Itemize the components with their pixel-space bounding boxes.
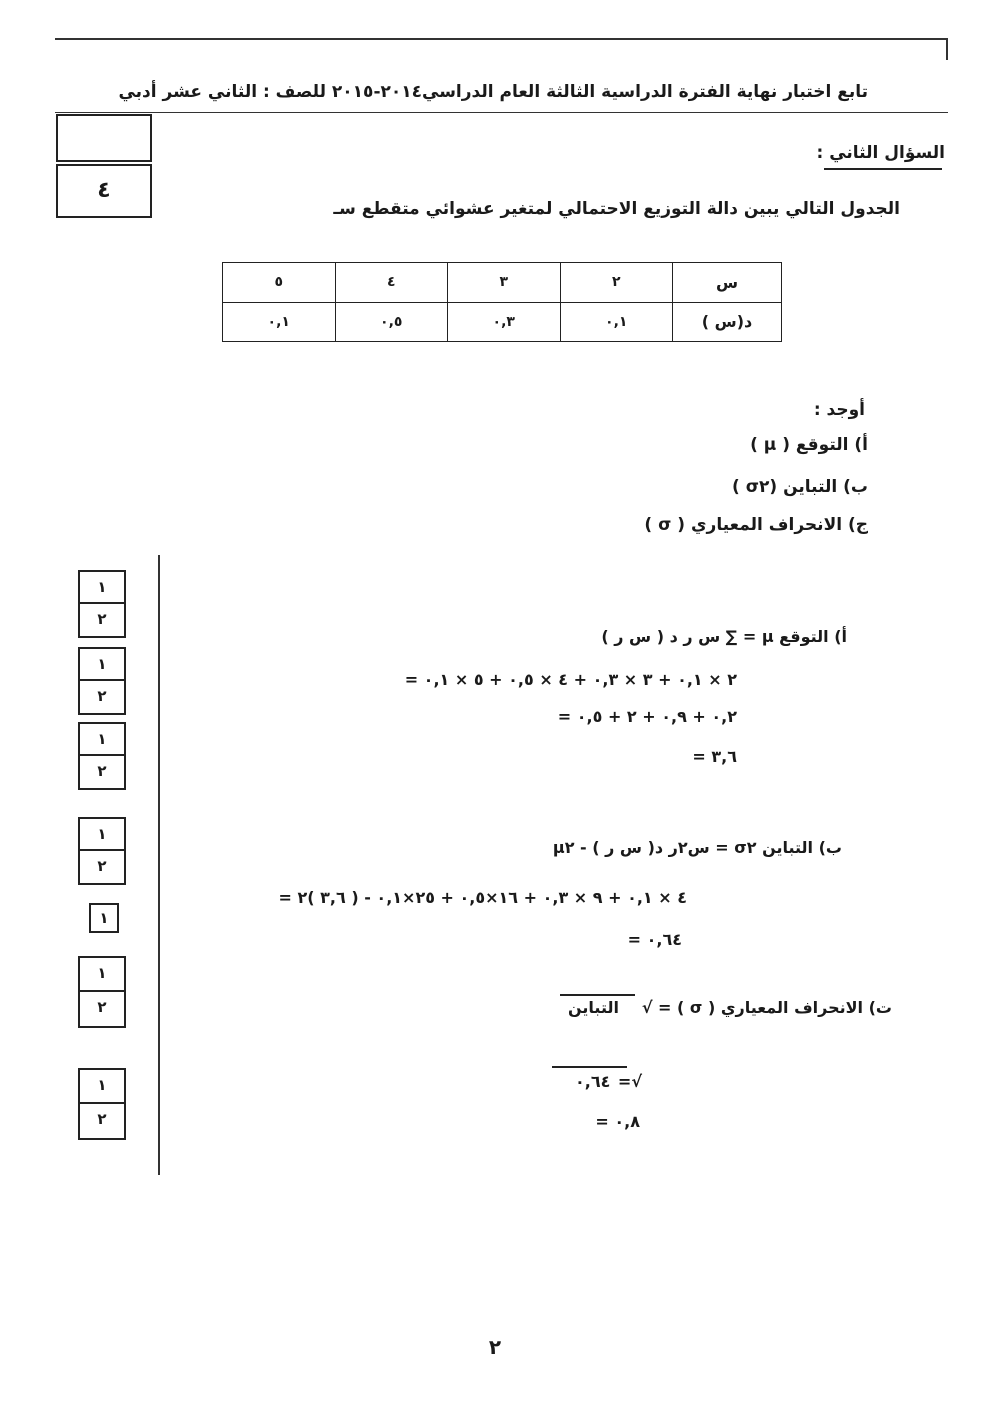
- task-std-deviation: ج) الانحراف المعياري ( σ ): [644, 515, 868, 535]
- mark-denominator: ٢: [97, 998, 107, 1016]
- table-header-x: س: [673, 263, 782, 303]
- solution-std-step1-radicand: ٠,٦٤: [575, 1072, 611, 1091]
- table-row-x: [223, 263, 782, 303]
- question-title: السؤال الثاني :: [816, 143, 945, 163]
- sqrt-bar: [560, 994, 635, 996]
- table-cell-p: ٠,١: [223, 302, 336, 342]
- solution-expectation: أ) التوقع µ = ∑ س ر د ( س ر ): [601, 627, 847, 646]
- page-number: ٢: [488, 1335, 502, 1359]
- task-variance: ب) التباين (σ٢ ): [732, 477, 868, 497]
- table-cell-x: ٥: [223, 263, 336, 303]
- table-cell-p: ٠,١: [560, 302, 673, 342]
- sqrt-bar: [552, 1066, 627, 1068]
- score-box-total: ٤: [56, 164, 152, 218]
- mark-denominator: ٢: [97, 687, 107, 705]
- find-label: أوجد :: [813, 400, 865, 420]
- exam-header: تابع اختبار نهاية الفترة الدراسية الثالثة العام الدراسي٢٠١٤-٢٠١٥ للصف : الثاني عشر أدبي: [118, 82, 868, 102]
- question-intro: الجدول التالي يبين دالة التوزيع الاحتمالي لمتغير عشوائي متقطع سـ: [333, 199, 900, 219]
- mark-half: [78, 570, 126, 638]
- solution-expectation-step1: = ٢ × ٠,١ + ٣ × ٠,٣ + ٤ × ٠,٥ + ٥ × ٠,١: [404, 670, 737, 689]
- solution-expectation-step2: = ٠,٢ + ٠,٩ + ٢ + ٠,٥: [557, 707, 737, 726]
- mark-numerator: ١: [80, 572, 124, 604]
- solution-std-result: = ٠,٨: [595, 1112, 640, 1131]
- mark-half: [78, 817, 126, 885]
- grading-margin-line: [158, 555, 160, 1175]
- mark-half: [78, 1068, 126, 1140]
- mark-numerator: ١: [80, 649, 124, 681]
- mark-numerator: ١: [80, 819, 124, 851]
- table-cell-x: ٢: [560, 263, 673, 303]
- mark-numerator: ١: [80, 724, 124, 756]
- solution-std-radicand: التباين: [568, 998, 619, 1017]
- solution-variance-step1: = ٤ × ٠,١ + ٩ × ٠,٣ + ١٦×٠,٥ + ٢٥×٠,١ - ( ٣,٦ )٢: [278, 888, 687, 907]
- mark-numerator: ١: [80, 1070, 124, 1104]
- table-cell-x: ٤: [335, 263, 448, 303]
- page-frame-right: [946, 38, 948, 60]
- mark-denominator: ٢: [97, 762, 107, 780]
- distribution-table: [222, 262, 782, 342]
- mark-denominator: ٢: [97, 857, 107, 875]
- task-expectation: أ) التوقع ( µ ): [750, 435, 868, 455]
- mark-denominator: ٢: [97, 610, 107, 628]
- mark-half: [78, 956, 126, 1028]
- question-title-underline: [824, 168, 942, 170]
- mark-one: ١: [89, 903, 119, 933]
- header-rule: [55, 112, 948, 113]
- score-box-top: [56, 114, 152, 162]
- page-frame-top: [55, 38, 948, 40]
- solution-std-step1: =√: [617, 1072, 642, 1091]
- mark-half: [78, 647, 126, 715]
- table-cell-x: ٣: [448, 263, 561, 303]
- mark-numerator: ١: [80, 958, 124, 992]
- table-row-p: [223, 302, 782, 342]
- mark-denominator: ٢: [97, 1110, 107, 1128]
- table-cell-p: ٠,٣: [448, 302, 561, 342]
- solution-variance-result: = ٠,٦٤: [627, 930, 682, 949]
- mark-half: [78, 722, 126, 790]
- solution-std-deviation: ت) الانحراف المعياري ( σ ) = √: [641, 998, 892, 1017]
- solution-variance: ب) التباين σ٢ = س٢ر د( س ر ) - µ٢: [552, 838, 842, 857]
- table-header-p: د(س ): [673, 302, 782, 342]
- table-cell-p: ٠,٥: [335, 302, 448, 342]
- solution-expectation-result: = ٣,٦: [692, 747, 737, 766]
